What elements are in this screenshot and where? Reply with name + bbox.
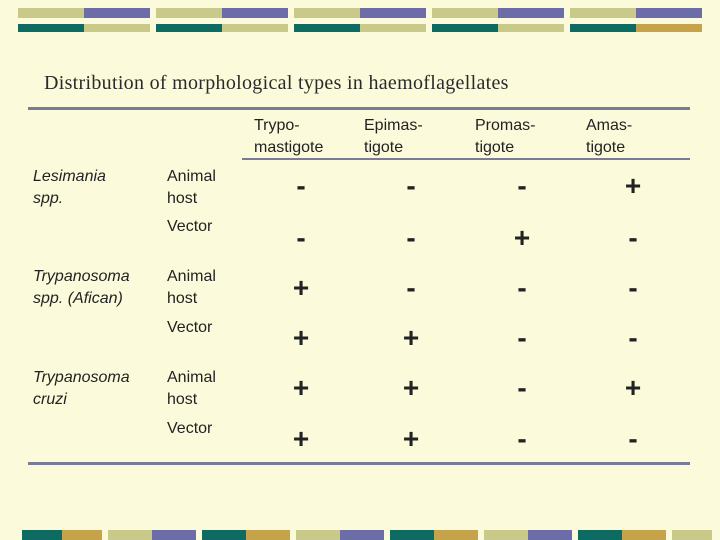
organism-label: Trypanosoma cruzi	[33, 369, 130, 408]
cell-value: -	[628, 322, 638, 353]
cell-value: -	[517, 170, 527, 201]
col-header-promastigote: Promas- tigote	[475, 117, 536, 156]
cell-value: -	[517, 423, 527, 454]
cell-value: -	[628, 222, 638, 253]
cell-value: -	[406, 272, 416, 303]
cell-value: +	[402, 372, 420, 403]
cell-value: +	[624, 372, 642, 403]
col-header-trypomastigote: Trypo- mastigote	[254, 117, 324, 156]
cell-value: +	[292, 322, 310, 353]
cell-value: +	[402, 423, 420, 454]
cell-value: +	[292, 372, 310, 403]
header-rule	[242, 158, 690, 160]
host-label: Vector	[167, 218, 213, 235]
cell-value: -	[406, 222, 416, 253]
cell-value: +	[513, 222, 531, 253]
cell-value: +	[402, 322, 420, 353]
cell-value: -	[296, 170, 306, 201]
footer-decoration	[0, 530, 720, 540]
table-bottom-rule	[28, 462, 690, 465]
cell-value: +	[292, 272, 310, 303]
col-header-amastigote: Amas- tigote	[586, 117, 633, 156]
cell-value: -	[517, 322, 527, 353]
host-label: Animal host	[167, 168, 216, 207]
host-label: Animal host	[167, 268, 216, 307]
cell-value: -	[517, 272, 527, 303]
cell-value: -	[406, 170, 416, 201]
cell-value: -	[517, 372, 527, 403]
slide-title: Distribution of morphological types in haemoflagellates	[44, 72, 509, 94]
cell-value: +	[624, 170, 642, 201]
organism-label: Lesimania spp.	[33, 168, 106, 207]
title-rule	[28, 107, 690, 110]
cell-value: -	[296, 222, 306, 253]
host-label: Vector	[167, 420, 213, 437]
cell-value: -	[628, 272, 638, 303]
cell-value: +	[292, 423, 310, 454]
header-decoration	[0, 0, 720, 40]
organism-label: Trypanosoma spp. (Afican)	[33, 268, 130, 307]
cell-value: -	[628, 423, 638, 454]
col-header-epimastigote: Epimas- tigote	[364, 117, 423, 156]
host-label: Vector	[167, 319, 213, 336]
host-label: Animal host	[167, 369, 216, 408]
